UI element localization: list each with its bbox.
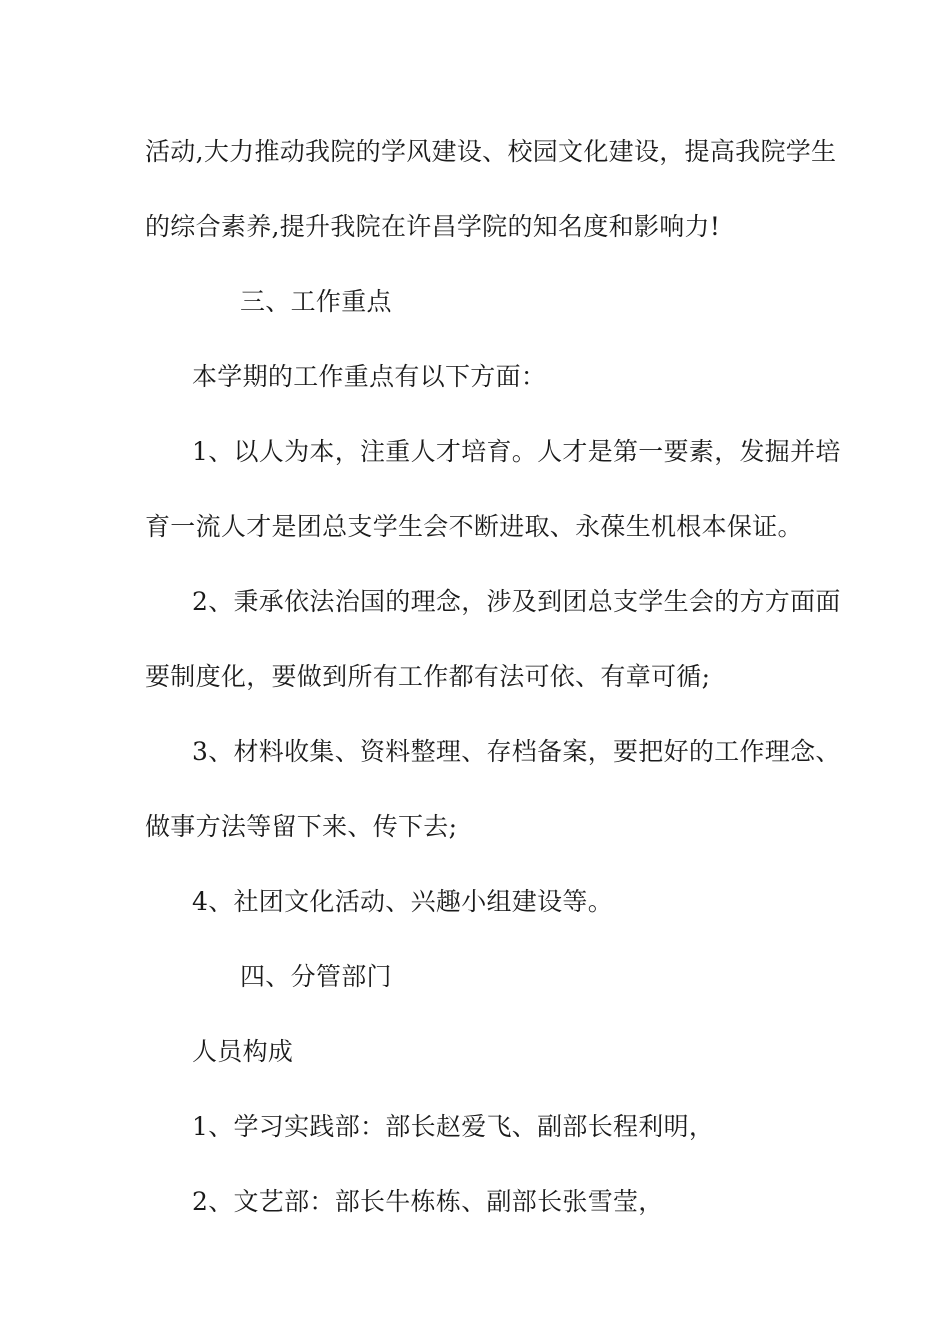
paragraph-line: 本学期的工作重点有以下方面： [192, 362, 547, 391]
paragraph-line: 育一流人才是团总支学生会不断进取、永葆生机根本保证。 [145, 512, 803, 541]
list-item: 2、文艺部：部长牛栋栋、副部长张雪莹， [192, 1187, 664, 1216]
list-item: 2、秉承依法治国的理念，涉及到团总支学生会的方方面面 [192, 587, 841, 616]
section-heading: 三、工作重点 [240, 287, 392, 316]
list-item: 3、材料收集、资料整理、存档备案，要把好的工作理念、 [192, 737, 841, 766]
paragraph-line: 要制度化，要做到所有工作都有法可依、有章可循; [145, 662, 711, 691]
section-heading: 四、分管部门 [240, 962, 392, 991]
paragraph-line: 人员构成 [192, 1037, 294, 1066]
list-item: 1、学习实践部：部长赵爱飞、副部长程利明， [192, 1112, 715, 1141]
paragraph-line: 的综合素养,提升我院在许昌学院的知名度和影响力! [145, 212, 721, 241]
paragraph-line: 做事方法等留下来、传下去; [145, 812, 458, 841]
paragraph-line: 活动,大力推动我院的学风建设、校园文化建设，提高我院学生 [145, 137, 837, 166]
list-item: 4、社团文化活动、兴趣小组建设等。 [192, 887, 614, 916]
list-item: 1、以人为本，注重人才培育。人才是第一要素，发掘并培 [192, 437, 841, 466]
